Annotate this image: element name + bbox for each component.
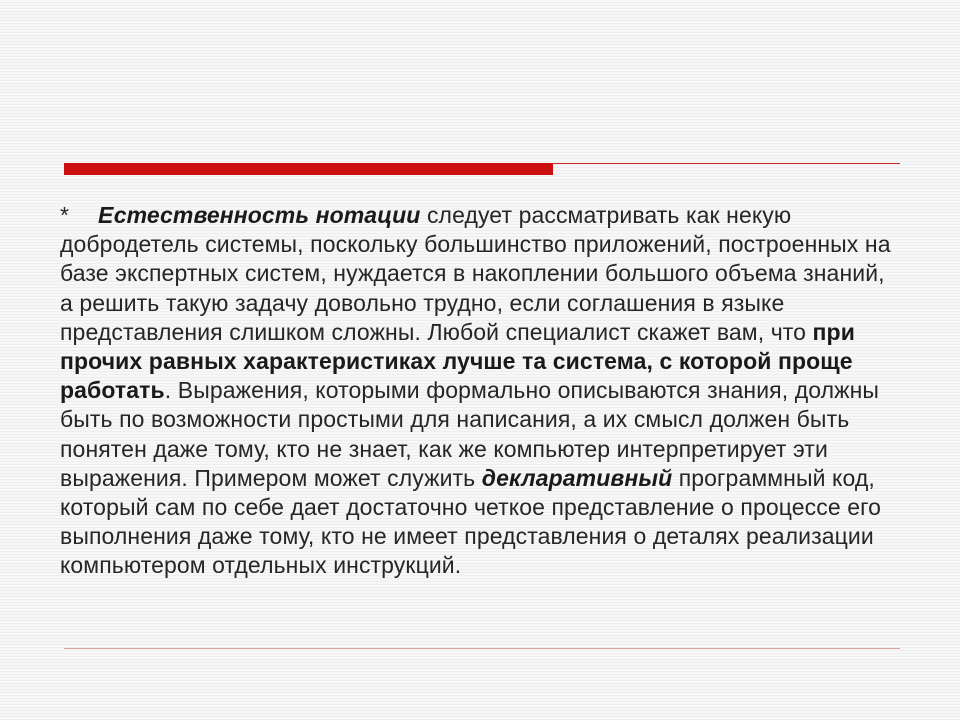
text-segment-1: следует рассматривать как некую добродетель системы, поскольку большинство приложений, построенных на базе экспертных систем, нуждается в накоплении большого объема знаний, а решить такую задачу довольно трудно, если соглашения в языке представления слишком сложны. Любой специалист скажет вам, что bbox=[60, 202, 891, 345]
emphasis-easier-system: при прочих равных характеристиках лучше та система, с которой проще работать bbox=[60, 318, 855, 404]
text-segment-3: программный код, который сам по себе дает достаточно четкое представление о процессе его выполнения даже тому, кто не имеет представления о деталях реализации компьютером отдельных инструкций. bbox=[60, 464, 882, 579]
term-declarative: декларативный bbox=[481, 464, 673, 491]
bottom-rule bbox=[64, 648, 900, 649]
title-rule-thick bbox=[64, 163, 553, 175]
text-segment-2: . Выражения, которыми формально описываются знания, должны быть по возможности простыми для написания, а их смысл должен быть понятен даже тому, кто не знает, как же компьютер интерпретирует эти выражения. Примером может служить bbox=[60, 377, 880, 491]
term-naturalness-of-notation: Естественность нотации bbox=[98, 202, 421, 228]
body-paragraph bbox=[60, 201, 902, 581]
bullet-marker: * bbox=[60, 202, 70, 228]
title-rule-thin bbox=[553, 163, 900, 164]
